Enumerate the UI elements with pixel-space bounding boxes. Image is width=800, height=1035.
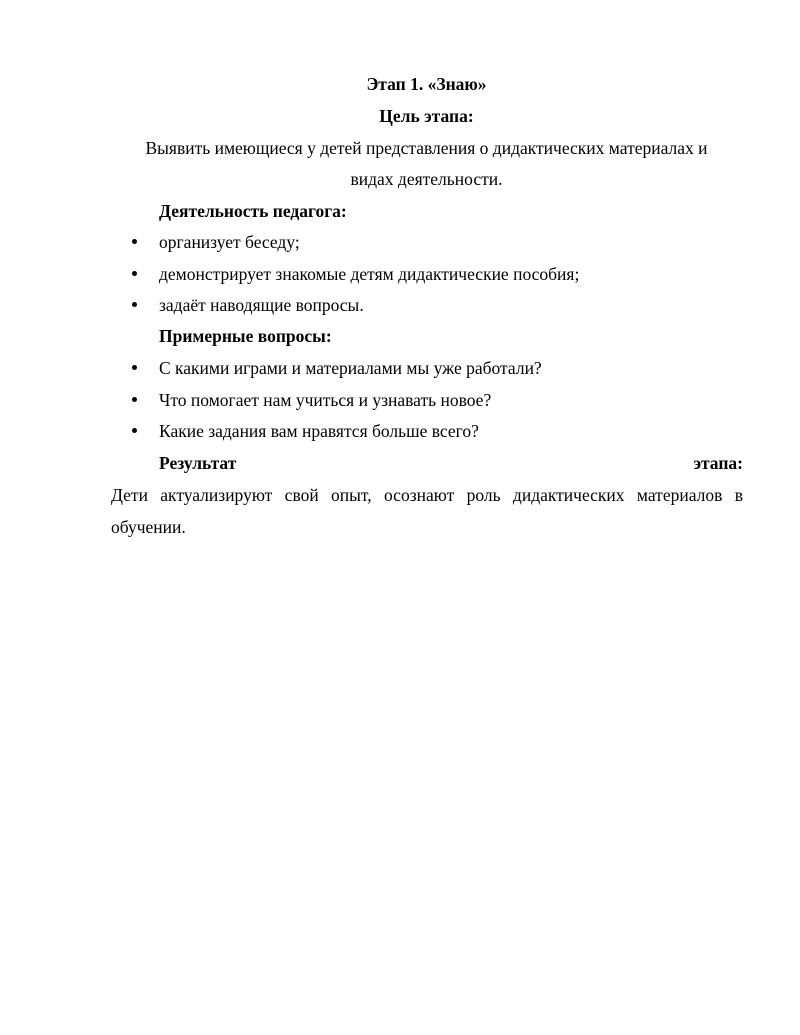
result-heading-right: этапа:	[693, 453, 743, 473]
result-heading-left: Результат	[159, 453, 237, 473]
question-list-item-text: Какие задания вам нравятся больше всего?	[159, 421, 479, 441]
goal-text-line-2: видах деятельности.	[350, 169, 503, 189]
teacher-list-item-text: задаёт наводящие вопросы.	[159, 295, 364, 315]
bullet-icon	[132, 397, 137, 402]
bullet-icon	[132, 365, 137, 370]
question-list-item-text: Что помогает нам учиться и узнавать новое?	[159, 390, 492, 410]
teacher-heading: Деятельность педагога:	[159, 201, 347, 221]
stage-title: Этап 1. «Знаю»	[366, 74, 487, 94]
bullet-icon	[132, 302, 137, 307]
teacher-list-item-text: организует беседу;	[159, 232, 300, 252]
result-heading	[159, 451, 743, 475]
goal-heading: Цель этапа:	[379, 106, 474, 126]
teacher-list-item	[0, 230, 800, 254]
question-list-item	[0, 388, 800, 412]
bullet-icon	[132, 271, 137, 276]
teacher-list-item-text: демонстрирует знакомые детям дидактические пособия;	[159, 264, 580, 284]
result-text-line-1: Дети актуализируют свой опыт, осознают роль дидактических материалов в	[111, 485, 743, 505]
bullet-icon	[132, 428, 137, 433]
teacher-list-item	[0, 293, 800, 317]
teacher-list-item	[0, 262, 800, 286]
result-text-line-2: обучении.	[111, 517, 186, 537]
questions-heading: Примерные вопросы:	[159, 326, 332, 346]
question-list-item	[0, 356, 800, 380]
question-list-item-text: С какими играми и материалами мы уже работали?	[159, 358, 542, 378]
question-list-item	[0, 419, 800, 443]
goal-text-line-1: Выявить имеющиеся у детей представления о дидактических материалах и	[145, 138, 708, 158]
bullet-icon	[132, 239, 137, 244]
